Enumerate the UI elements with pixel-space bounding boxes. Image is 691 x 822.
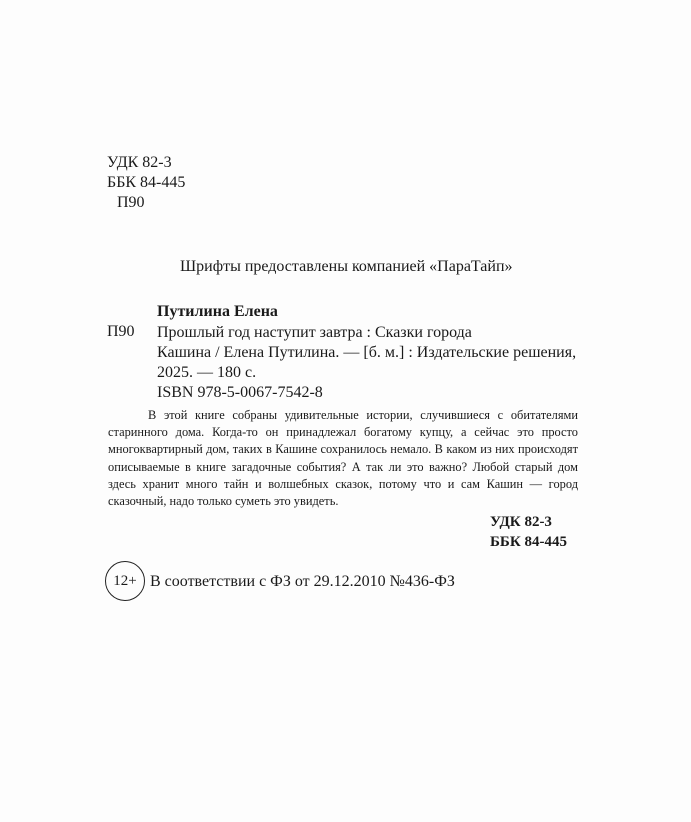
udk-bottom: УДК 82-3 [490,514,552,530]
bib-line-responsibility: Кашина / Елена Путилина. — [б. м.] : Издательские решения, [157,344,577,361]
age-rating-text: 12+ [113,572,137,589]
fonts-credit: Шрифты предоставлены компанией «ПараТайп» [180,258,513,275]
author-heading: Путилина Елена [157,303,278,320]
age-rating-note: В соответствии с ФЗ от 29.12.2010 №436-ФЗ [150,573,455,590]
bib-line-isbn: ISBN 978-5-0067-7542-8 [157,384,323,401]
bbk-bottom: ББК 84-445 [490,534,567,550]
annotation [108,407,578,510]
bib-line-title: Прошлый год наступит завтра : Сказки города [157,324,472,341]
bbk-top: ББК 84-445 [107,174,186,191]
cutter-mark: П90 [107,323,135,340]
cutter-top: П90 [117,194,145,211]
annotation-text: В этой книге собраны удивительные истории, случившиеся с обитателями старинного дома. Когда-то он принадлежал богатому купцу, а сейчас это просто многоквартирный дом, таких в Кашине сохранилось немало. В каком из них происходят описываемые в книге загадочные события? А так ли это важно? Любой старый дом здесь хранит много тайн и волшебных сказок, потому что и сам Кашин — город сказочный, надо только суметь это увидеть. [108,408,578,509]
bib-line-pages: 2025. — 180 с. [157,364,257,381]
udk-top: УДК 82-3 [107,154,172,171]
age-rating-badge [105,561,145,601]
